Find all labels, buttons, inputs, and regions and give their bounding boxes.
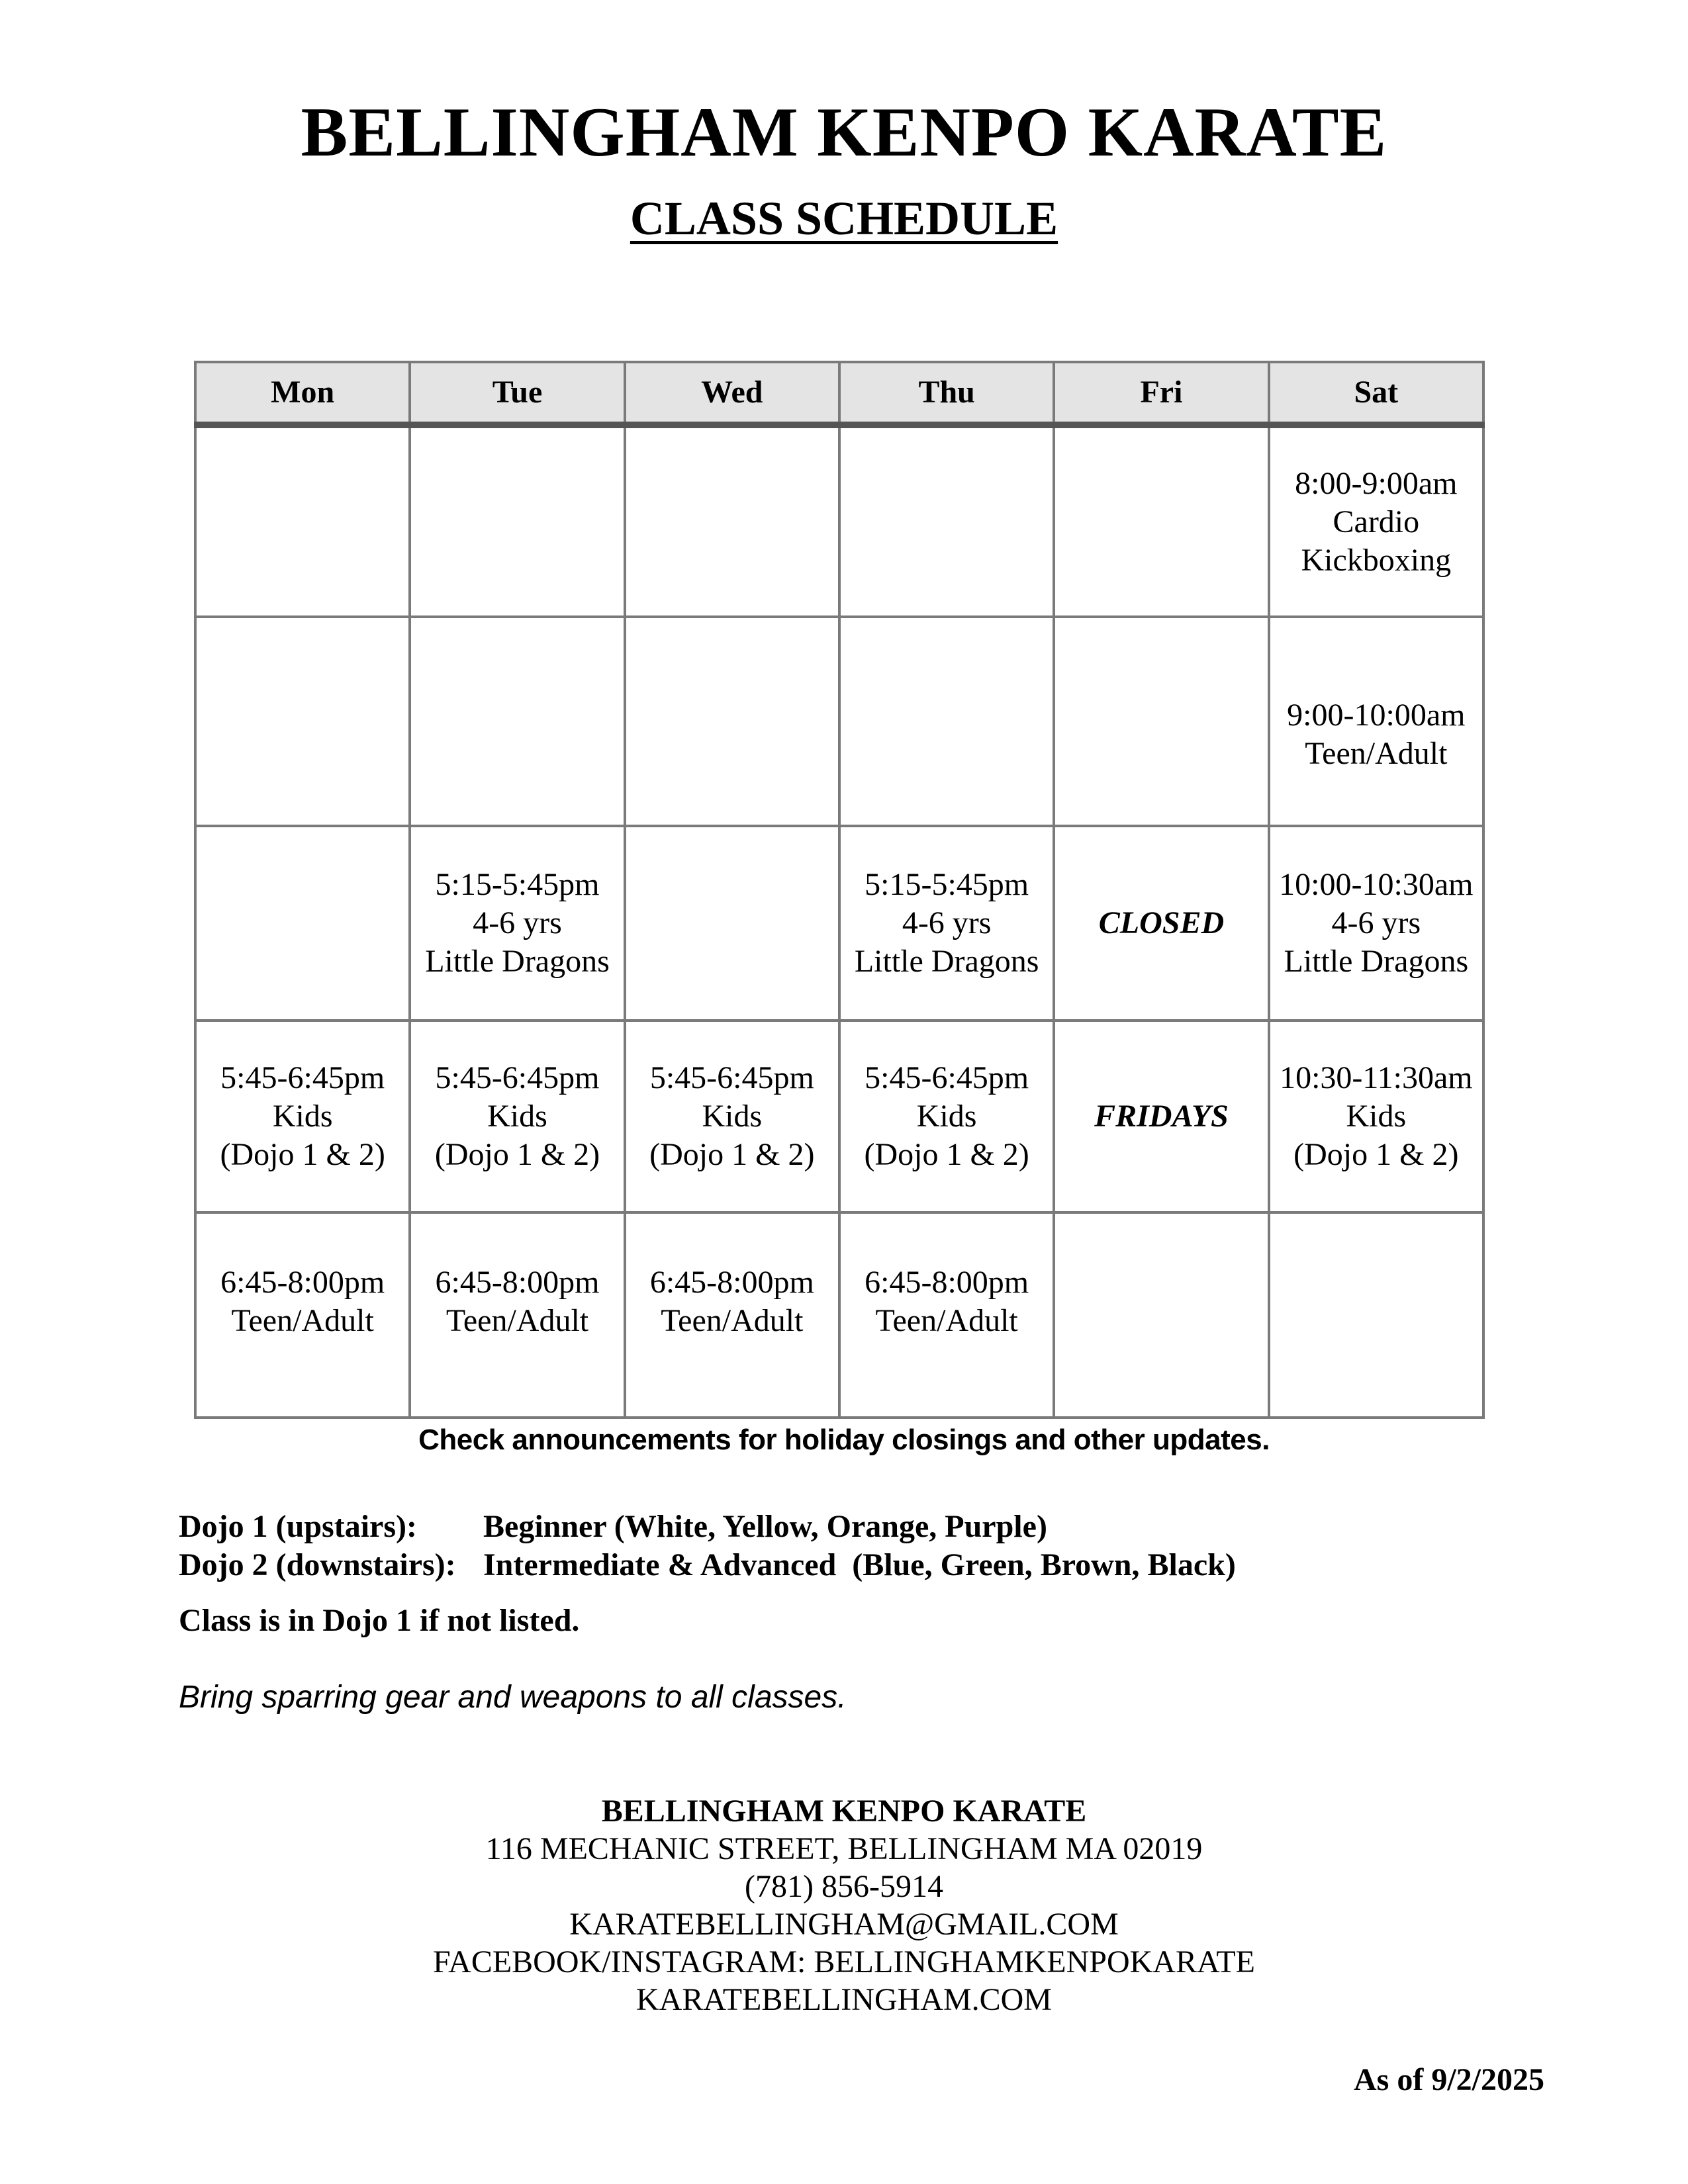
dojo-legend [179, 1508, 1236, 1584]
dojo-desc: Intermediate & Advanced (Blue, Green, Brown, Black) [483, 1547, 1236, 1582]
schedule-cell [1054, 826, 1268, 1021]
day-header-sat: Sat [1269, 362, 1483, 425]
class-name: Little Dragons [854, 944, 1039, 979]
class-name: Teen/Adult [875, 1303, 1018, 1338]
schedule-cell [195, 425, 410, 617]
class-time: 5:45-6:45pm [220, 1060, 385, 1095]
schedule-cell [1269, 425, 1483, 617]
class-name: Kickboxing [1301, 542, 1452, 578]
contact-footer [0, 1792, 1688, 2019]
class-dojo: (Dojo 1 & 2) [864, 1137, 1029, 1172]
schedule-cell [625, 1021, 839, 1212]
footer-email: KARATEBELLINGHAM@GMAIL.COM [569, 1907, 1119, 1942]
class-age: 4-6 yrs [1331, 905, 1421, 940]
schedule-cell [839, 826, 1054, 1021]
gear-note: Bring sparring gear and weapons to all classes. [179, 1680, 847, 1715]
schedule-cell [625, 826, 839, 1021]
schedule-cell [625, 617, 839, 826]
class-dojo: (Dojo 1 & 2) [649, 1137, 815, 1172]
class-time: 5:45-6:45pm [649, 1060, 814, 1095]
class-name: Kids [487, 1099, 547, 1134]
class-time: 6:45-8:00pm [220, 1265, 385, 1300]
schedule-cell [839, 617, 1054, 826]
schedule-cell [1269, 1021, 1483, 1212]
class-time: 5:15-5:45pm [435, 867, 600, 902]
class-time: 6:45-8:00pm [865, 1265, 1029, 1300]
footer-social: FACEBOOK/INSTAGRAM: BELLINGHAMKENPOKARATE [433, 1944, 1255, 1979]
day-header-tue: Tue [410, 362, 624, 425]
class-time: 6:45-8:00pm [649, 1265, 814, 1300]
page-title: BELLINGHAM KENPO KARATE [301, 93, 1387, 171]
schedule-cell [410, 1021, 624, 1212]
class-time: 5:45-6:45pm [435, 1060, 600, 1095]
schedule-cell [195, 1212, 410, 1418]
class-dojo: (Dojo 1 & 2) [220, 1137, 385, 1172]
class-time: 5:15-5:45pm [865, 867, 1029, 902]
schedule-cell [1269, 826, 1483, 1021]
day-header-row [195, 362, 1483, 425]
class-name: Cardio [1333, 504, 1420, 539]
class-time: 8:00-9:00am [1295, 465, 1458, 501]
announcement-notice: Check announcements for holiday closings and other updates. [418, 1424, 1270, 1456]
schedule-cell [839, 1021, 1054, 1212]
class-name: Little Dragons [425, 944, 610, 979]
day-header-wed: Wed [625, 362, 839, 425]
schedule-cell [410, 425, 624, 617]
class-dojo: (Dojo 1 & 2) [1293, 1137, 1459, 1172]
schedule-cell [410, 1212, 624, 1418]
class-name: Little Dragons [1284, 944, 1469, 979]
schedule-cell [625, 1212, 839, 1418]
class-time: 6:45-8:00pm [435, 1265, 600, 1300]
schedule-table [194, 361, 1485, 1419]
dojo-legend-row [179, 1508, 1236, 1546]
closed-label: CLOSED [1098, 905, 1225, 940]
class-time: 5:45-6:45pm [865, 1060, 1029, 1095]
class-name: Kids [916, 1099, 977, 1134]
footer-address: 116 MECHANIC STREET, BELLINGHAM MA 02019 [485, 1831, 1203, 1866]
class-name: Kids [1346, 1099, 1407, 1134]
schedule-row [195, 826, 1483, 1021]
schedule-cell [1054, 617, 1268, 826]
class-time: 9:00-10:00am [1287, 698, 1466, 733]
class-time: 10:30-11:30am [1280, 1060, 1473, 1095]
dojo-label: Dojo 1 (upstairs): [179, 1509, 417, 1544]
schedule-cell [839, 1212, 1054, 1418]
class-name: Teen/Adult [445, 1303, 589, 1338]
schedule-cell [1269, 1212, 1483, 1418]
class-name: Kids [702, 1099, 763, 1134]
closed-label: FRIDAYS [1094, 1099, 1229, 1134]
class-age: 4-6 yrs [473, 905, 562, 940]
schedule-cell [1054, 1212, 1268, 1418]
page-subtitle [0, 191, 1688, 246]
schedule-cell [410, 826, 624, 1021]
schedule-cell [839, 425, 1054, 617]
class-time: 10:00-10:30am [1279, 867, 1474, 902]
footer-business-name: BELLINGHAM KENPO KARATE [601, 1794, 1087, 1829]
default-dojo-note: Class is in Dojo 1 if not listed. [179, 1603, 580, 1638]
schedule-row [195, 617, 1483, 826]
class-name: Kids [272, 1099, 333, 1134]
class-name: Teen/Adult [231, 1303, 374, 1338]
class-name: Teen/Adult [1305, 736, 1448, 771]
class-dojo: (Dojo 1 & 2) [434, 1137, 600, 1172]
dojo-label: Dojo 2 (downstairs): [179, 1547, 456, 1582]
day-header-thu: Thu [839, 362, 1054, 425]
day-header-fri: Fri [1054, 362, 1268, 425]
class-age: 4-6 yrs [902, 905, 992, 940]
schedule-row [195, 1021, 1483, 1212]
class-name: Teen/Adult [661, 1303, 804, 1338]
schedule-cell [195, 617, 410, 826]
schedule-row [195, 1212, 1483, 1418]
schedule-cell [410, 617, 624, 826]
schedule-cell [1054, 425, 1268, 617]
schedule-cell [625, 425, 839, 617]
schedule-cell [195, 826, 410, 1021]
footer-website: KARATEBELLINGHAM.COM [636, 1982, 1052, 2017]
footer-phone: (781) 856-5914 [745, 1869, 943, 1904]
schedule-cell [195, 1021, 410, 1212]
day-header-mon: Mon [195, 362, 410, 425]
schedule-row [195, 425, 1483, 617]
dojo-legend-row [179, 1546, 1236, 1584]
dojo-desc: Beginner (White, Yellow, Orange, Purple) [483, 1509, 1047, 1544]
subtitle-text: CLASS SCHEDULE [630, 192, 1058, 245]
as-of-date: As of 9/2/2025 [1354, 2062, 1544, 2097]
schedule-cell [1269, 617, 1483, 826]
schedule-cell [1054, 1021, 1268, 1212]
